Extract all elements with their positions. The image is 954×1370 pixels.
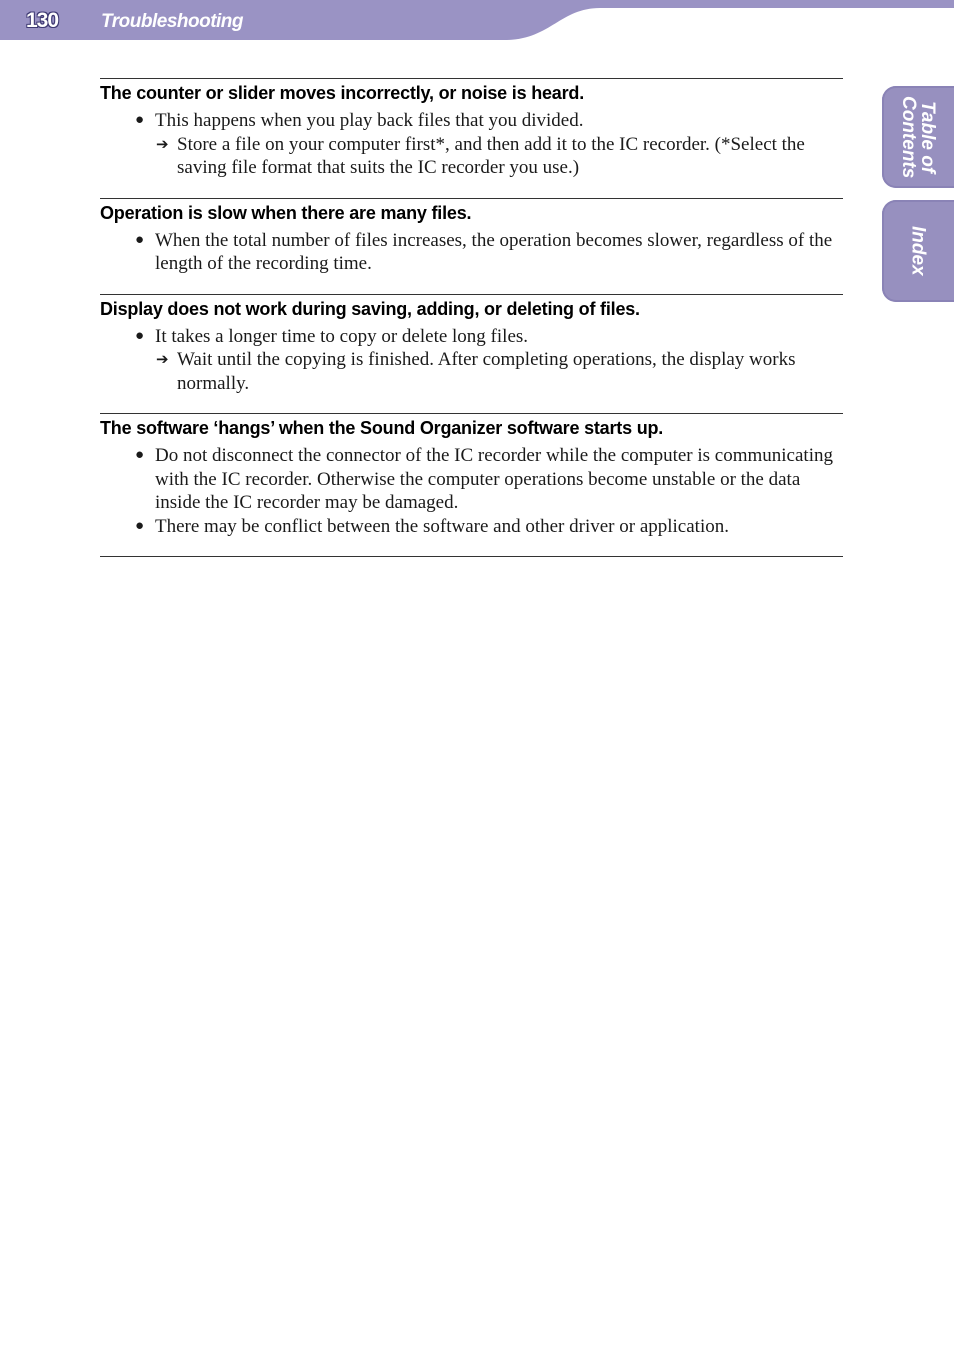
table-of-contents-tab-label: Table of Contents: [898, 95, 938, 179]
section-counter-slider: [100, 78, 843, 198]
section-heading: The counter or slider moves incorrectly, or noise is heard.: [100, 83, 585, 103]
bullet-item: ● Do not disconnect the connector of the IC recorder while the computer is communicating with the IC recorder. Otherwise the computer operations become unstable or the data inside the IC recorder may be damaged.: [135, 445, 833, 513]
bullet-icon: ●: [135, 112, 145, 128]
bullet-item: ● There may be conflict between the software and other driver or application.: [135, 515, 729, 537]
header-band: [0, 0, 954, 42]
index-tab[interactable]: [882, 200, 954, 302]
bullet-item: ● This happens when you play back files that you divided.: [135, 110, 584, 131]
bullet-item: ● It takes a longer time to copy or delete long files.: [135, 325, 529, 347]
arrow-right-icon: ➔: [156, 350, 169, 368]
section-display-not-working: [100, 294, 843, 414]
table-of-contents-tab[interactable]: [882, 86, 954, 188]
bullet-icon: ●: [135, 327, 145, 344]
arrow-right-icon: ➔: [156, 134, 169, 153]
section-heading: The software ‘hangs’ when the Sound Organizer software starts up.: [100, 418, 664, 438]
section-software-hangs: [100, 413, 843, 557]
remedy-item: ➔ Wait until the copying is finished. After completing operations, the display works normally.: [156, 349, 796, 394]
remedy-item: ➔ Store a file on your computer first*, and then add it to the IC recorder. (*Select the saving file format that suits the IC recorder you use.): [156, 133, 805, 178]
troubleshooting-content: [100, 78, 843, 557]
section-heading: Operation is slow when there are many files.: [100, 202, 472, 223]
section-heading: Display does not work during saving, adding, or deleting of files.: [100, 298, 640, 319]
bullet-item: ● When the total number of files increases, the operation becomes slower, regardless of the length of the recording time.: [135, 229, 833, 274]
bullet-icon: ●: [135, 517, 145, 534]
page-number: 130: [26, 9, 59, 32]
bullet-icon: ●: [135, 231, 145, 248]
index-tab-label: Index: [907, 226, 929, 276]
section-title: Troubleshooting: [101, 11, 244, 32]
bullet-icon: ●: [135, 447, 145, 463]
section-slow-operation: [100, 198, 843, 294]
